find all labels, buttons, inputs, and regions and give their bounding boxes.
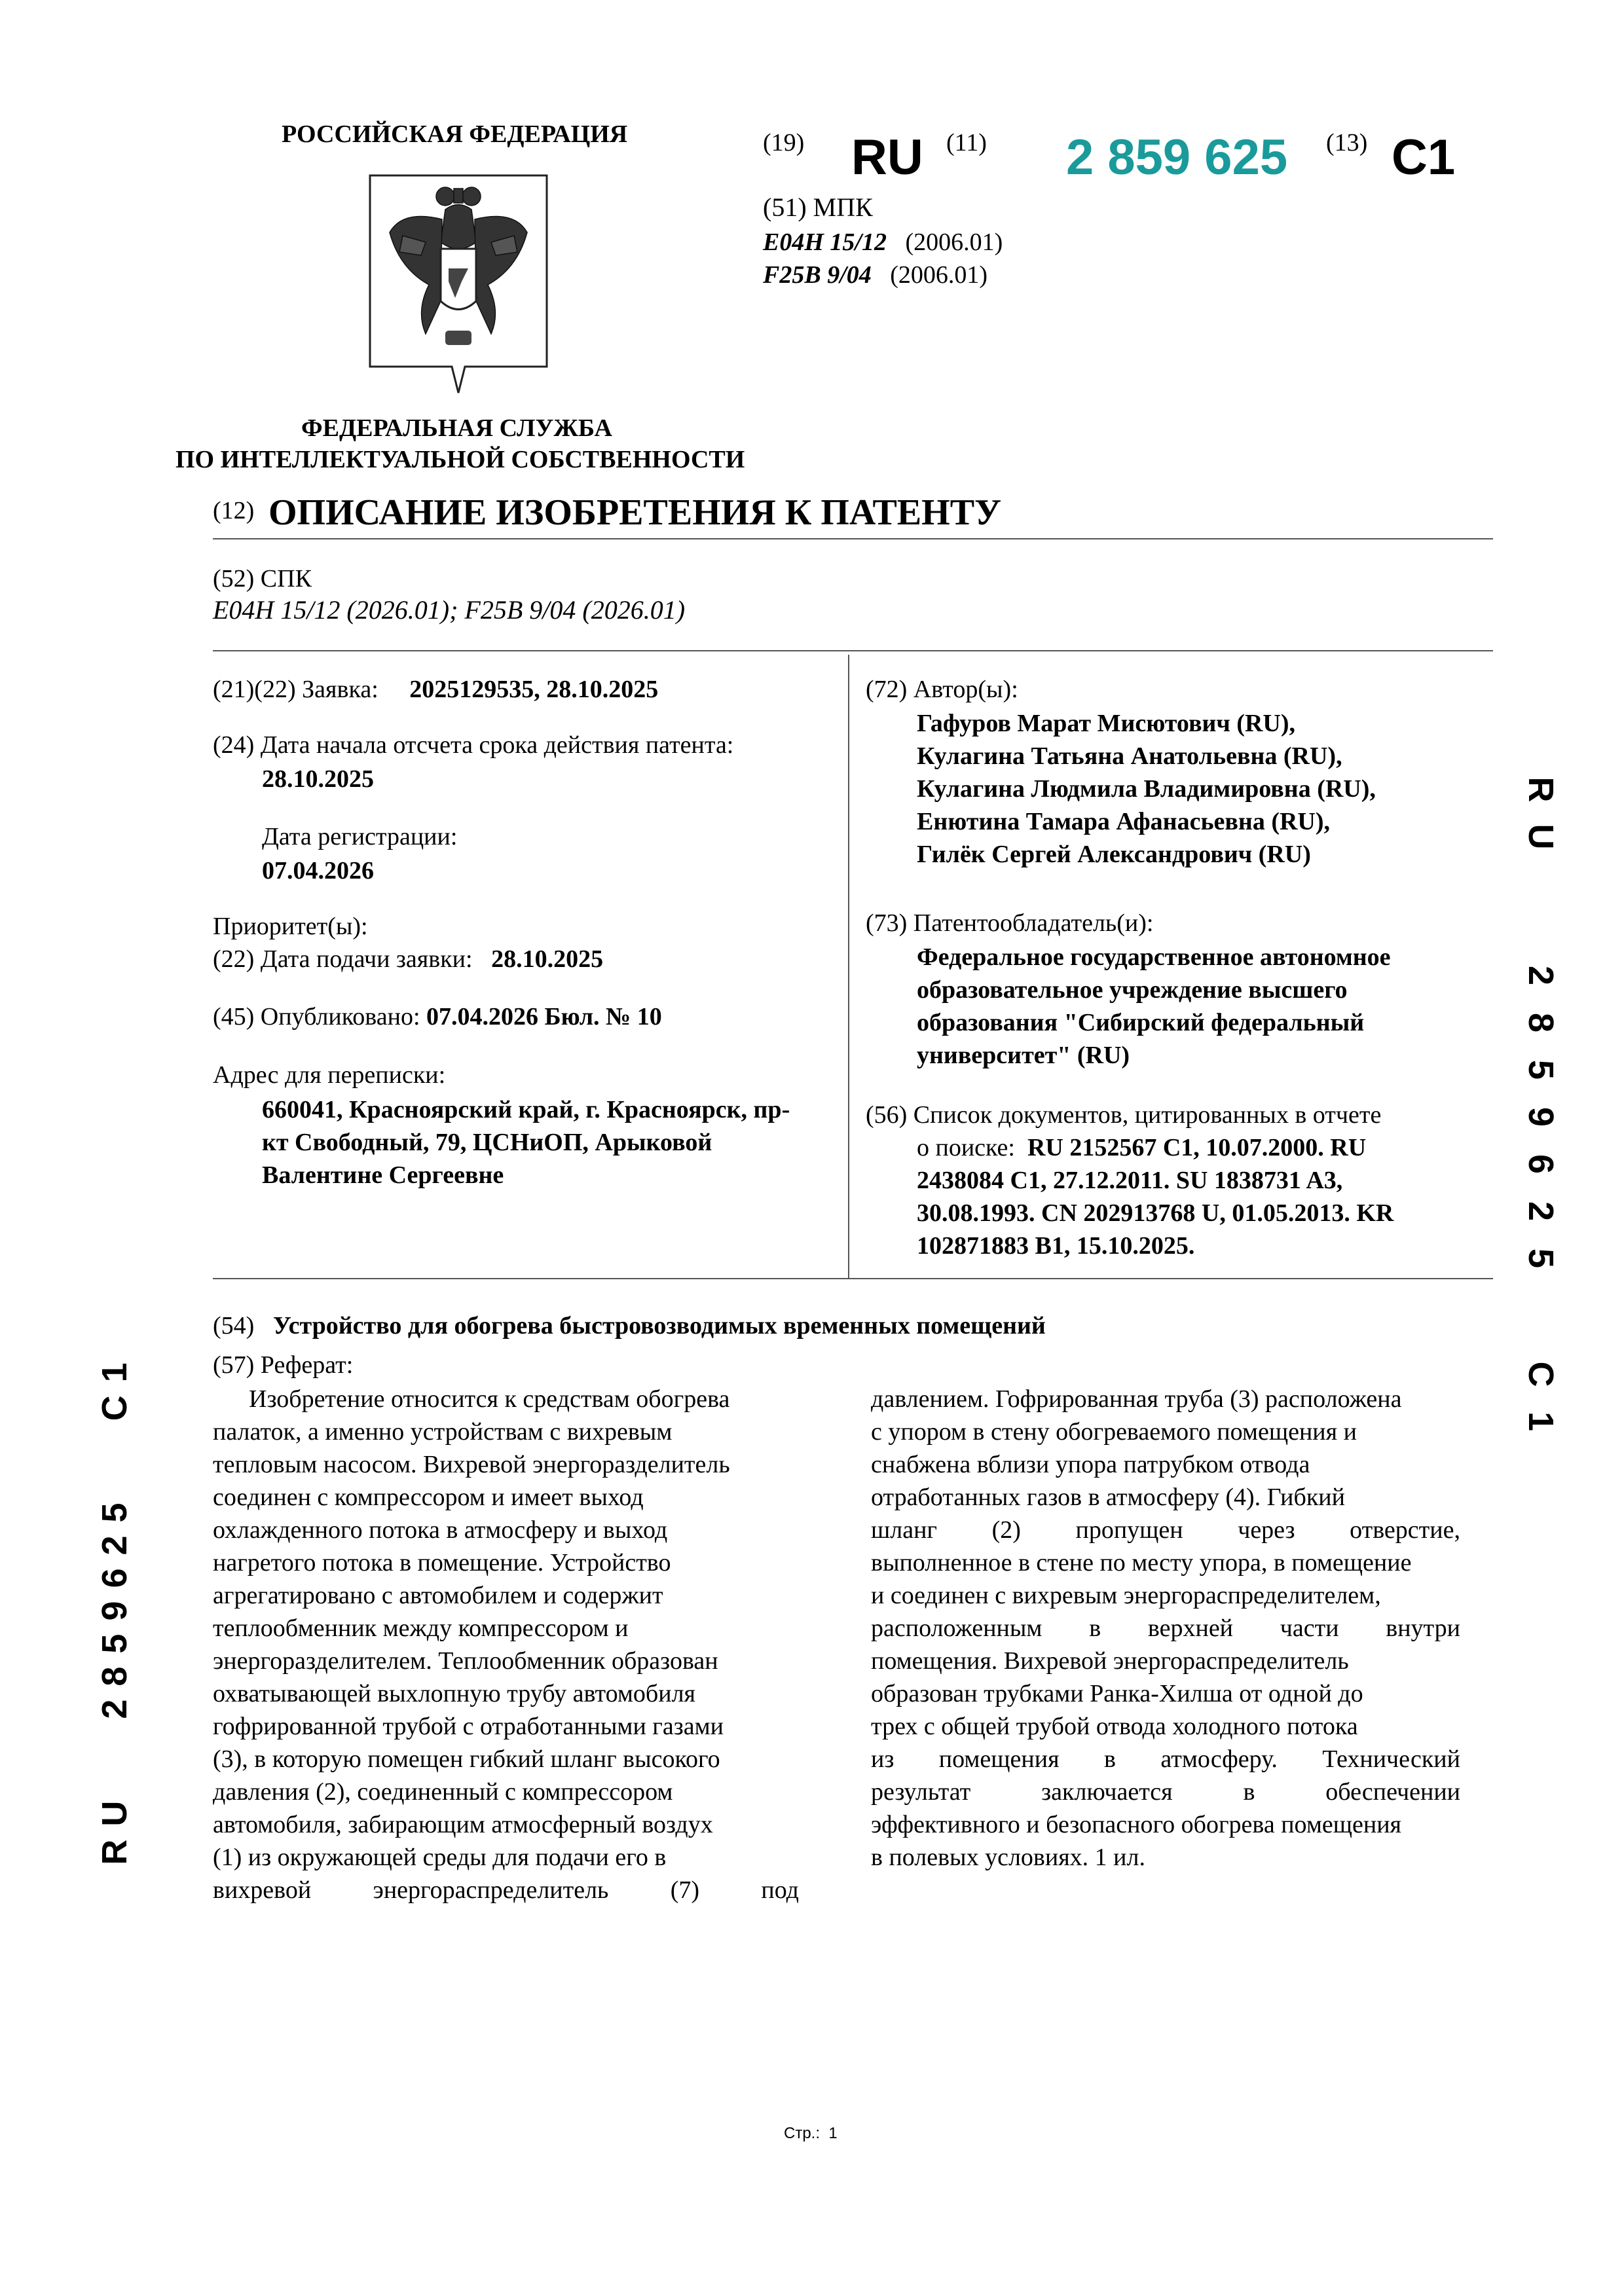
rule-biblio-bottom <box>213 1278 1493 1279</box>
cited-first-row <box>917 1131 1366 1164</box>
margin-char: 2 <box>1521 1201 1560 1222</box>
abstract-word: в <box>1089 1614 1101 1642</box>
abstract-word: в <box>1243 1778 1255 1806</box>
abstract-line: в полевых условиях. 1 ил. <box>871 1844 1145 1871</box>
code-11: (11) <box>946 129 987 156</box>
address-label: Адрес для переписки: <box>213 1061 446 1089</box>
published-label: (45) Опубликовано: <box>213 1003 420 1030</box>
abstract-line: (3), в которую помещен гибкий шланг высокого <box>213 1745 720 1773</box>
abstract-word: помещения <box>938 1745 1060 1773</box>
margin-char: 6 <box>1521 1154 1560 1175</box>
bulletin: Бюл. № 10 <box>544 1003 662 1030</box>
doc-title: ОПИСАНИЕ ИЗОБРЕТЕНИЯ К ПАТЕНТУ <box>268 492 1002 533</box>
application-label: (21)(22) Заявка: <box>213 676 378 703</box>
term-value: 28.10.2025 <box>262 765 374 793</box>
abstract-line: с упором в стену обогреваемого помещения и <box>871 1418 1357 1446</box>
abstract-word: отверстие, <box>1350 1516 1460 1544</box>
abstract-word: (2) <box>991 1516 1021 1544</box>
abstract-line: снабжена вблизи упора патрубком отвода <box>871 1451 1310 1478</box>
abstract-word: пропущен <box>1075 1516 1183 1544</box>
abstract-word: энергораспределитель <box>373 1876 609 1904</box>
abstract-word: заключается <box>1041 1778 1173 1806</box>
ipc-code: F25B 9/04 <box>763 261 872 289</box>
abstract-line: Изобретение относится к средствам обогрева <box>249 1385 730 1413</box>
abstract-line: гофрированной трубой с отработанными газами <box>213 1713 724 1740</box>
abstract-line: давления (2), соединенный с компрессором <box>213 1778 673 1806</box>
cited-doc: 102871883 B1, 15.10.2025. <box>917 1232 1195 1260</box>
country-name: РОССИЙСКАЯ ФЕДЕРАЦИЯ <box>282 120 628 148</box>
service-name-line2: ПО ИНТЕЛЛЕКТУАЛЬНОЙ СОБСТВЕННОСТИ <box>175 446 745 473</box>
abstract-line: образован трубками Ранка-Хилша от одной до <box>871 1680 1363 1707</box>
abstract-line: эффективного и безопасного обогрева помещения <box>871 1811 1402 1838</box>
left-margin-code-wrap <box>92 1286 138 1928</box>
margin-char: 9 <box>1521 1106 1560 1127</box>
published-value: 07.04.2026 <box>426 1003 539 1030</box>
application-value: 2025129535, 28.10.2025 <box>409 676 659 703</box>
abstract-line: теплообменник между компрессором и <box>213 1614 629 1642</box>
abstract-line: нагретого потока в помещение. Устройство <box>213 1549 671 1576</box>
invention-code: (54) <box>213 1312 255 1339</box>
cited-label-2: о поиске: <box>917 1134 1015 1161</box>
abstract-line: энергоразделителем. Теплообменник образован <box>213 1647 718 1675</box>
filing-label: (22) Дата подачи заявки: <box>213 945 473 973</box>
margin-char: R <box>1521 776 1560 803</box>
ipc-date: (2006.01) <box>890 261 988 289</box>
abstract-line: выполненное в стене по месту упора, в помещение <box>871 1549 1412 1576</box>
code-19: (19) <box>763 129 805 156</box>
abstract-line: палаток, а именно устройствам с вихревым <box>213 1418 673 1446</box>
abstract-word: в <box>1103 1745 1116 1773</box>
margin-char: C <box>1521 1361 1560 1387</box>
term-label: (24) Дата начала отсчета срока действия патента: <box>213 731 734 759</box>
holder-label: (73) Патентообладатель(и): <box>866 909 1154 937</box>
rule-top <box>213 538 1493 539</box>
abstract-left-column <box>213 1383 799 1906</box>
invention-row <box>213 1309 1046 1342</box>
service-name-line1: ФЕДЕРАЛЬНАЯ СЛУЖБА <box>301 414 612 442</box>
country-code: RU <box>851 130 923 185</box>
abstract-line: отработанных газов в атмосферу (4). Гибкий <box>871 1484 1345 1511</box>
abstract-word: из <box>871 1745 895 1773</box>
abstract-line-spread <box>871 1743 1460 1776</box>
cited-doc: 2438084 C1, 27.12.2011. SU 1838731 A3, <box>917 1167 1343 1194</box>
author: Енютина Тамара Афанасьевна (RU), <box>917 808 1331 835</box>
cited-doc: 30.08.1993. CN 202913768 U, 01.05.2013. KR <box>917 1199 1394 1227</box>
margin-char: 2 <box>1521 965 1560 986</box>
ipc-row <box>763 226 1003 259</box>
abstract-word: расположенным <box>871 1614 1043 1642</box>
margin-char: 5 <box>1521 1059 1560 1080</box>
abstract-line: охватывающей выхлопную трубу автомобиля <box>213 1680 696 1707</box>
left-margin-code: RU 2859625 C1 <box>95 1349 134 1865</box>
holder-line: Федеральное государственное автономное <box>917 943 1391 971</box>
author: Кулагина Людмила Владимировна (RU), <box>917 775 1376 803</box>
priority-label: Приоритет(ы): <box>213 913 368 940</box>
author: Гафуров Марат Мисютович (RU), <box>917 710 1295 737</box>
address-line: 660041, Красноярский край, г. Красноярск, пр- <box>262 1096 790 1123</box>
margin-char: 8 <box>1521 1012 1560 1033</box>
patent-number: 2 859 625 <box>1066 130 1288 185</box>
abstract-line: трех с общей трубой отвода холодного потока <box>871 1713 1358 1740</box>
abstract-word: Технический <box>1322 1745 1460 1773</box>
address-line: Валентине Сергеевне <box>262 1161 504 1189</box>
abstract-word: под <box>761 1876 799 1904</box>
rule-cpc <box>213 650 1493 651</box>
abstract-word: результат <box>871 1778 971 1806</box>
abstract-line: давлением. Гофрированная труба (3) расположена <box>871 1385 1402 1413</box>
published-row <box>213 1000 662 1033</box>
abstract-word: вихревой <box>213 1876 312 1904</box>
abstract-line: и соединен с вихревым энергораспределителем, <box>871 1582 1381 1609</box>
holder-line: образовательное учреждение высшего <box>917 976 1348 1004</box>
coat-of-arms-icon <box>363 170 553 396</box>
application-row <box>213 673 658 706</box>
ipc-label: (51) МПК <box>763 192 873 222</box>
abstract-line-spread <box>871 1514 1460 1546</box>
abstract-line: автомобиля, забирающим атмосферный воздух <box>213 1811 713 1838</box>
ipc-row <box>763 259 987 291</box>
registration-value: 07.04.2026 <box>262 857 374 884</box>
abstract-line: соединен с компрессором и имеет выход <box>213 1484 644 1511</box>
author: Гилёк Сергей Александрович (RU) <box>917 841 1311 868</box>
abstract-line: охлажденного потока в атмосферу и выход <box>213 1516 668 1544</box>
code-13: (13) <box>1326 129 1368 156</box>
filing-row <box>213 943 603 975</box>
cpc-label: (52) СПК <box>213 565 312 592</box>
abstract-word: (7) <box>670 1876 700 1904</box>
abstract-word: внутри <box>1386 1614 1460 1642</box>
kind-code: C1 <box>1392 130 1456 185</box>
abstract-label: (57) Реферат: <box>213 1351 354 1379</box>
ipc-date: (2006.01) <box>905 228 1003 256</box>
page-number: Стр.: 1 <box>784 2124 838 2142</box>
holder-line: образования "Сибирский федеральный <box>917 1009 1365 1036</box>
abstract-line: (1) из окружающей среды для подачи его в <box>213 1844 667 1871</box>
margin-char: U <box>1521 824 1560 850</box>
right-margin-code <box>1518 766 1560 1445</box>
filing-value: 28.10.2025 <box>491 945 604 973</box>
margin-char: 1 <box>1521 1411 1560 1432</box>
ipc-code: E04H 15/12 <box>763 228 887 256</box>
abstract-line: тепловым насосом. Вихревой энергоразделитель <box>213 1451 730 1478</box>
abstract-right-column <box>871 1383 1460 1874</box>
abstract-line-spread <box>871 1612 1460 1645</box>
cited-label: (56) Список документов, цитированных в отчете <box>866 1101 1382 1129</box>
abstract-word: части <box>1280 1614 1339 1642</box>
abstract-word: обеспечении <box>1325 1778 1460 1806</box>
authors-label: (72) Автор(ы): <box>866 676 1018 703</box>
margin-char: 5 <box>1521 1248 1560 1269</box>
address-line: кт Свободный, 79, ЦСНиОП, Арыковой <box>262 1129 712 1156</box>
abstract-line-spread <box>213 1874 799 1906</box>
cited-doc: RU 2152567 C1, 10.07.2000. RU <box>1027 1134 1367 1161</box>
abstract-word: верхней <box>1147 1614 1234 1642</box>
abstract-line: помещения. Вихревой энергораспределитель <box>871 1647 1349 1675</box>
cpc-value: E04H 15/12 (2026.01); F25B 9/04 (2026.01) <box>213 595 686 625</box>
abstract-line: агрегатировано с автомобилем и содержит <box>213 1582 663 1609</box>
column-divider <box>848 655 849 1278</box>
abstract-word: атмосферу. <box>1160 1745 1278 1773</box>
holder-line: университет" (RU) <box>917 1042 1130 1069</box>
abstract-line-spread <box>871 1776 1460 1808</box>
registration-label: Дата регистрации: <box>262 823 458 850</box>
invention-title: Устройство для обогрева быстровозводимых временных помещений <box>272 1312 1046 1339</box>
abstract-word: через <box>1238 1516 1295 1544</box>
doc-title-code: (12) <box>213 497 255 524</box>
abstract-word: шланг <box>871 1516 938 1544</box>
author: Кулагина Татьяна Анатольевна (RU), <box>917 742 1342 770</box>
